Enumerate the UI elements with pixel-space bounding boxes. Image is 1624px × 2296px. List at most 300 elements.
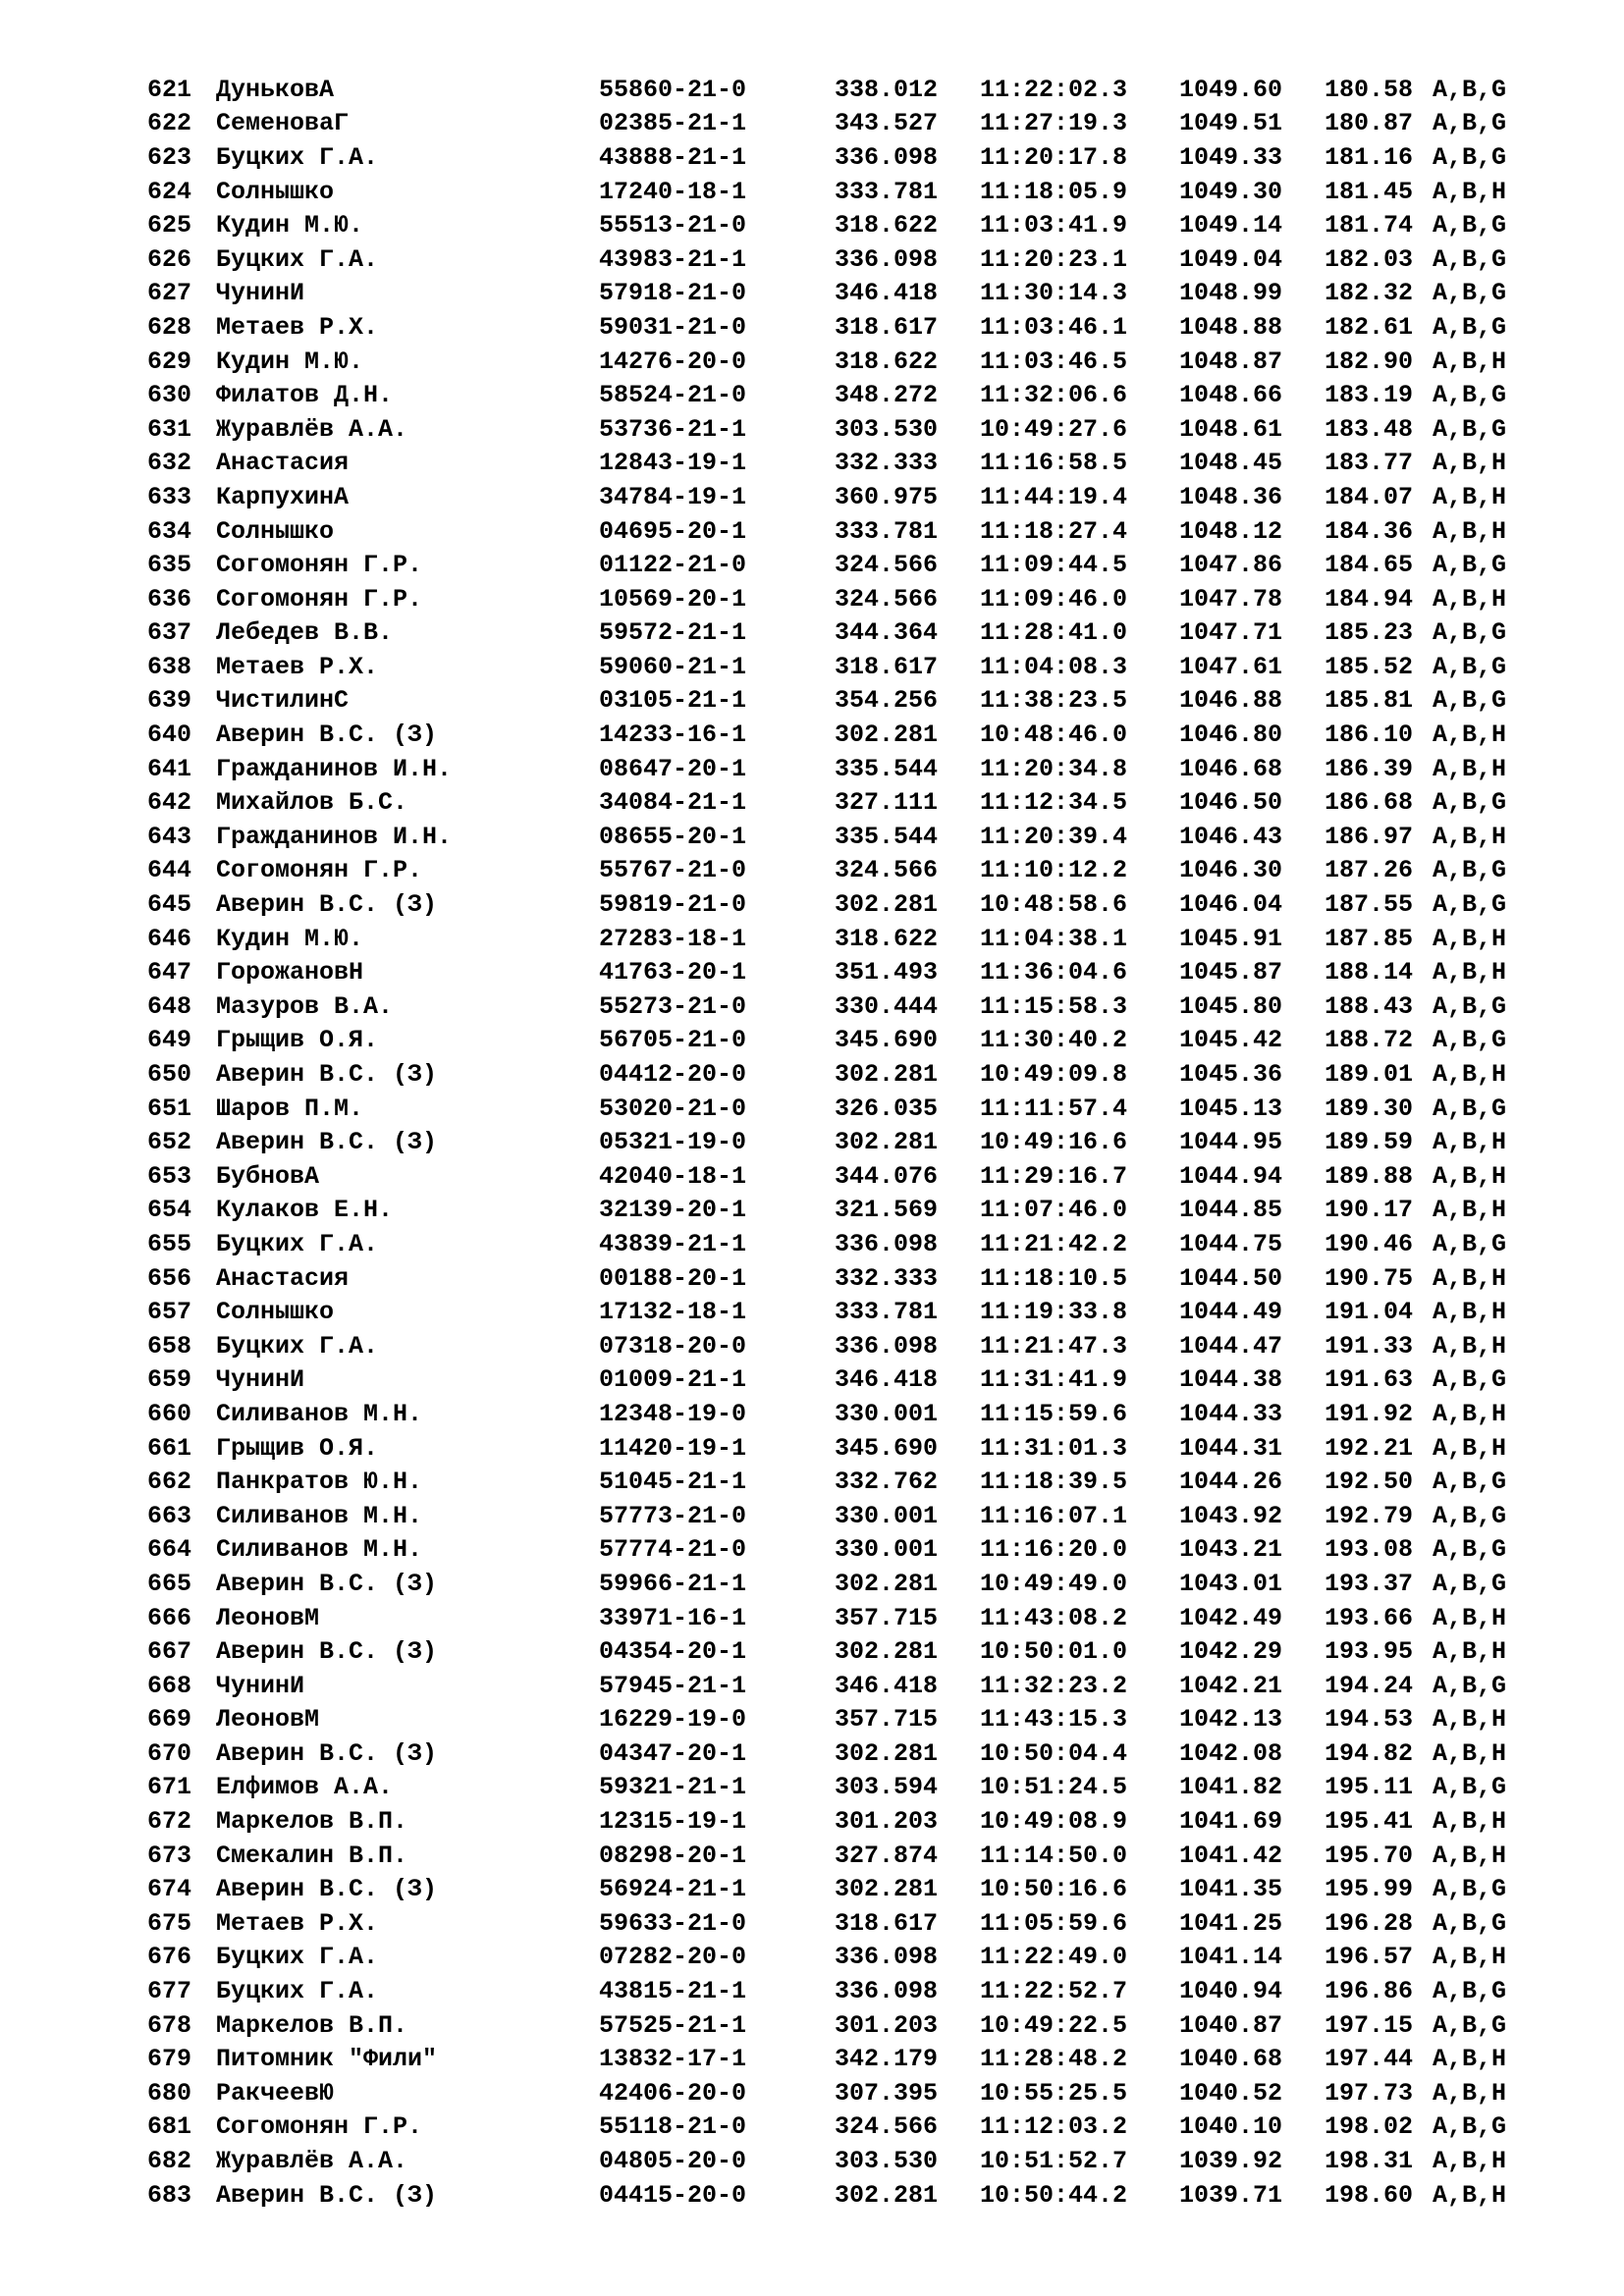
groups: A,B,H [1433, 1738, 1507, 1768]
groups: A,B,G [1433, 414, 1507, 444]
speed: 1048.45 [1179, 449, 1283, 478]
arrival-time: 11:18:10.5 [980, 1263, 1128, 1293]
owner-name: Аверин В.С. (З) [216, 1128, 438, 1157]
coefficient: 188.43 [1325, 991, 1414, 1021]
speed: 1044.38 [1179, 1365, 1283, 1395]
coefficient: 189.01 [1325, 1060, 1414, 1090]
owner-name: Аверин В.С. (З) [216, 1875, 438, 1904]
owner-name: Аверин В.С. (З) [216, 721, 438, 750]
ring-number: 42040-18-1 [599, 1161, 747, 1191]
arrival-time: 11:16:20.0 [980, 1535, 1128, 1565]
ring-number: 04354-20-1 [599, 1637, 747, 1667]
coefficient: 180.87 [1325, 109, 1414, 138]
distance: 318.622 [835, 211, 939, 240]
arrival-time: 11:21:42.2 [980, 1229, 1128, 1258]
speed: 1041.69 [1179, 1807, 1283, 1837]
arrival-time: 11:15:59.6 [980, 1399, 1128, 1428]
groups: A,B,H [1433, 482, 1507, 511]
distance: 346.418 [835, 1365, 939, 1395]
distance: 336.098 [835, 1943, 939, 1972]
ring-number: 57774-21-0 [599, 1535, 747, 1565]
row-number: 626 [147, 244, 192, 274]
groups: A,B,G [1433, 2112, 1507, 2142]
speed: 1043.21 [1179, 1535, 1283, 1565]
row-number: 660 [147, 1399, 192, 1428]
distance: 302.281 [835, 2180, 939, 2210]
speed: 1049.51 [1179, 109, 1283, 138]
groups: A,B,G [1433, 1569, 1507, 1598]
arrival-time: 10:49:27.6 [980, 414, 1128, 444]
distance: 335.544 [835, 754, 939, 783]
speed: 1049.60 [1179, 75, 1283, 104]
groups: A,B,G [1433, 1671, 1507, 1700]
table-row [147, 2178, 1550, 2213]
row-number: 678 [147, 2010, 192, 2040]
table-row [147, 1092, 1550, 1126]
groups: A,B,G [1433, 652, 1507, 681]
distance: 302.281 [835, 1569, 939, 1598]
speed: 1043.01 [1179, 1569, 1283, 1598]
coefficient: 186.39 [1325, 754, 1414, 783]
coefficient: 192.21 [1325, 1433, 1414, 1463]
owner-name: Буцких Г.А. [216, 244, 379, 274]
row-number: 663 [147, 1501, 192, 1530]
coefficient: 195.70 [1325, 1841, 1414, 1870]
table-row [147, 2110, 1550, 2145]
speed: 1042.08 [1179, 1738, 1283, 1768]
ring-number: 55118-21-0 [599, 2112, 747, 2142]
owner-name: ЧунинИ [216, 279, 305, 308]
owner-name: Аверин В.С. (З) [216, 1637, 438, 1667]
distance: 302.281 [835, 890, 939, 920]
distance: 336.098 [835, 1331, 939, 1361]
coefficient: 185.23 [1325, 618, 1414, 648]
owner-name: Елфимов А.А. [216, 1773, 394, 1802]
groups: A,B,G [1433, 551, 1507, 580]
ring-number: 04805-20-0 [599, 2147, 747, 2176]
coefficient: 191.63 [1325, 1365, 1414, 1395]
table-row [147, 175, 1550, 209]
distance: 360.975 [835, 482, 939, 511]
row-number: 629 [147, 347, 192, 376]
arrival-time: 11:10:12.2 [980, 856, 1128, 885]
speed: 1048.12 [1179, 516, 1283, 546]
owner-name: Филатов Д.Н. [216, 381, 394, 410]
ring-number: 02385-21-1 [599, 109, 747, 138]
coefficient: 190.75 [1325, 1263, 1414, 1293]
distance: 344.364 [835, 618, 939, 648]
owner-name: Буцких Г.А. [216, 142, 379, 172]
coefficient: 197.44 [1325, 2045, 1414, 2074]
groups: A,B,G [1433, 1229, 1507, 1258]
table-row [147, 1634, 1550, 1669]
table-row [147, 2008, 1550, 2043]
coefficient: 194.24 [1325, 1671, 1414, 1700]
arrival-time: 11:22:52.7 [980, 1977, 1128, 2006]
coefficient: 191.92 [1325, 1399, 1414, 1428]
arrival-time: 11:11:57.4 [980, 1094, 1128, 1123]
arrival-time: 11:30:40.2 [980, 1026, 1128, 1055]
table-row [147, 1159, 1550, 1194]
speed: 1040.10 [1179, 2112, 1283, 2142]
distance: 324.566 [835, 856, 939, 885]
row-number: 636 [147, 584, 192, 614]
ring-number: 12315-19-1 [599, 1807, 747, 1837]
table-row [147, 1194, 1550, 1228]
arrival-time: 11:03:46.1 [980, 312, 1128, 342]
ring-number: 51045-21-1 [599, 1468, 747, 1497]
groups: A,B,G [1433, 1468, 1507, 1497]
arrival-time: 10:49:16.6 [980, 1128, 1128, 1157]
table-row [147, 310, 1550, 345]
arrival-time: 10:50:04.4 [980, 1738, 1128, 1768]
distance: 324.566 [835, 2112, 939, 2142]
owner-name: Лебедев В.В. [216, 618, 394, 648]
coefficient: 181.16 [1325, 142, 1414, 172]
owner-name: Питомник "Фили" [216, 2045, 438, 2074]
speed: 1041.35 [1179, 1875, 1283, 1904]
arrival-time: 11:20:17.8 [980, 142, 1128, 172]
groups: A,B,G [1433, 686, 1507, 716]
coefficient: 182.03 [1325, 244, 1414, 274]
row-number: 676 [147, 1943, 192, 1972]
groups: A,B,H [1433, 2045, 1507, 2074]
table-row [147, 1703, 1550, 1737]
table-row [147, 1024, 1550, 1058]
speed: 1049.33 [1179, 142, 1283, 172]
arrival-time: 10:50:01.0 [980, 1637, 1128, 1667]
row-number: 671 [147, 1773, 192, 1802]
owner-name: Силиванов М.Н. [216, 1535, 423, 1565]
distance: 357.715 [835, 1603, 939, 1632]
owner-name: Согомонян Г.Р. [216, 856, 423, 885]
row-number: 628 [147, 312, 192, 342]
arrival-time: 11:12:34.5 [980, 788, 1128, 818]
table-row [147, 650, 1550, 684]
speed: 1041.14 [1179, 1943, 1283, 1972]
row-number: 643 [147, 822, 192, 851]
ring-number: 14276-20-0 [599, 347, 747, 376]
coefficient: 180.58 [1325, 75, 1414, 104]
coefficient: 191.04 [1325, 1298, 1414, 1327]
groups: A,B,H [1433, 1298, 1507, 1327]
speed: 1040.94 [1179, 1977, 1283, 2006]
row-number: 633 [147, 482, 192, 511]
owner-name: Буцких Г.А. [216, 1943, 379, 1972]
coefficient: 196.57 [1325, 1943, 1414, 1972]
owner-name: Анастасия [216, 449, 350, 478]
distance: 351.493 [835, 958, 939, 988]
speed: 1044.49 [1179, 1298, 1283, 1327]
ring-number: 42406-20-0 [599, 2078, 747, 2108]
table-row [147, 1329, 1550, 1363]
arrival-time: 11:30:14.3 [980, 279, 1128, 308]
ring-number: 43839-21-1 [599, 1229, 747, 1258]
speed: 1048.88 [1179, 312, 1283, 342]
owner-name: Гражданинов И.Н. [216, 754, 453, 783]
groups: A,B,H [1433, 1807, 1507, 1837]
arrival-time: 11:04:08.3 [980, 652, 1128, 681]
groups: A,B,G [1433, 1875, 1507, 1904]
coefficient: 198.60 [1325, 2180, 1414, 2210]
table-row [147, 582, 1550, 616]
ring-number: 43888-21-1 [599, 142, 747, 172]
speed: 1039.92 [1179, 2147, 1283, 2176]
coefficient: 182.61 [1325, 312, 1414, 342]
row-number: 665 [147, 1569, 192, 1598]
ring-number: 11420-19-1 [599, 1433, 747, 1463]
table-row [147, 2042, 1550, 2076]
speed: 1047.86 [1179, 551, 1283, 580]
distance: 302.281 [835, 1128, 939, 1157]
coefficient: 193.95 [1325, 1637, 1414, 1667]
table-row [147, 989, 1550, 1024]
groups: A,B,H [1433, 754, 1507, 783]
distance: 345.690 [835, 1433, 939, 1463]
row-number: 653 [147, 1161, 192, 1191]
distance: 327.111 [835, 788, 939, 818]
groups: A,B,H [1433, 1943, 1507, 1972]
arrival-time: 10:49:08.9 [980, 1807, 1128, 1837]
row-number: 666 [147, 1603, 192, 1632]
speed: 1047.78 [1179, 584, 1283, 614]
row-number: 675 [147, 1908, 192, 1938]
arrival-time: 11:36:04.6 [980, 958, 1128, 988]
table-row [147, 345, 1550, 379]
coefficient: 184.36 [1325, 516, 1414, 546]
distance: 324.566 [835, 584, 939, 614]
groups: A,B,H [1433, 347, 1507, 376]
table-row [147, 1736, 1550, 1771]
arrival-time: 11:18:39.5 [980, 1468, 1128, 1497]
arrival-time: 11:09:44.5 [980, 551, 1128, 580]
coefficient: 195.99 [1325, 1875, 1414, 1904]
ring-number: 05321-19-0 [599, 1128, 747, 1157]
arrival-time: 11:38:23.5 [980, 686, 1128, 716]
groups: A,B,H [1433, 1331, 1507, 1361]
groups: A,B,G [1433, 618, 1507, 648]
coefficient: 196.86 [1325, 1977, 1414, 2006]
ring-number: 56924-21-1 [599, 1875, 747, 1904]
row-number: 673 [147, 1841, 192, 1870]
owner-name: Маркелов В.П. [216, 1807, 408, 1837]
speed: 1045.13 [1179, 1094, 1283, 1123]
table-row [147, 1601, 1550, 1635]
speed: 1040.87 [1179, 2010, 1283, 2040]
owner-name: Аверин В.С. (З) [216, 1060, 438, 1090]
groups: A,B,G [1433, 1026, 1507, 1055]
groups: A,B,G [1433, 211, 1507, 240]
ring-number: 59060-21-1 [599, 652, 747, 681]
arrival-time: 11:05:59.6 [980, 1908, 1128, 1938]
owner-name: Метаев Р.Х. [216, 652, 379, 681]
ring-number: 17132-18-1 [599, 1298, 747, 1327]
arrival-time: 11:03:46.5 [980, 347, 1128, 376]
owner-name: КарпухинА [216, 482, 350, 511]
arrival-time: 10:49:22.5 [980, 2010, 1128, 2040]
table-row [147, 718, 1550, 752]
groups: A,B,H [1433, 822, 1507, 851]
table-row [147, 1839, 1550, 1873]
table-row [147, 1499, 1550, 1533]
distance: 326.035 [835, 1094, 939, 1123]
groups: A,B,G [1433, 1773, 1507, 1802]
distance: 336.098 [835, 1229, 939, 1258]
table-row [147, 820, 1550, 854]
distance: 330.001 [835, 1399, 939, 1428]
coefficient: 184.94 [1325, 584, 1414, 614]
row-number: 635 [147, 551, 192, 580]
table-row [147, 1941, 1550, 1975]
speed: 1048.36 [1179, 482, 1283, 511]
ring-number: 59321-21-1 [599, 1773, 747, 1802]
distance: 332.333 [835, 449, 939, 478]
groups: A,B,G [1433, 1094, 1507, 1123]
arrival-time: 11:09:46.0 [980, 584, 1128, 614]
coefficient: 189.30 [1325, 1094, 1414, 1123]
speed: 1040.52 [1179, 2078, 1283, 2108]
coefficient: 182.90 [1325, 347, 1414, 376]
row-number: 661 [147, 1433, 192, 1463]
ring-number: 34084-21-1 [599, 788, 747, 818]
owner-name: Солнышко [216, 516, 335, 546]
row-number: 682 [147, 2147, 192, 2176]
table-row [147, 1465, 1550, 1499]
row-number: 638 [147, 652, 192, 681]
speed: 1045.42 [1179, 1026, 1283, 1055]
ring-number: 16229-19-0 [599, 1705, 747, 1735]
coefficient: 194.53 [1325, 1705, 1414, 1735]
speed: 1046.80 [1179, 721, 1283, 750]
distance: 346.418 [835, 1671, 939, 1700]
owner-name: Журавлёв А.А. [216, 2147, 408, 2176]
speed: 1039.71 [1179, 2180, 1283, 2210]
table-row [147, 1363, 1550, 1398]
groups: A,B,H [1433, 1603, 1507, 1632]
coefficient: 192.79 [1325, 1501, 1414, 1530]
owner-name: Михайлов Б.С. [216, 788, 408, 818]
ring-number: 58524-21-0 [599, 381, 747, 410]
ring-number: 04412-20-0 [599, 1060, 747, 1090]
groups: A,B,H [1433, 516, 1507, 546]
coefficient: 192.50 [1325, 1468, 1414, 1497]
row-number: 631 [147, 414, 192, 444]
ring-number: 04695-20-1 [599, 516, 747, 546]
arrival-time: 11:28:41.0 [980, 618, 1128, 648]
speed: 1044.95 [1179, 1128, 1283, 1157]
table-row [147, 785, 1550, 820]
table-row [147, 1295, 1550, 1329]
coefficient: 193.08 [1325, 1535, 1414, 1565]
arrival-time: 10:48:58.6 [980, 890, 1128, 920]
speed: 1041.42 [1179, 1841, 1283, 1870]
coefficient: 185.52 [1325, 652, 1414, 681]
distance: 303.530 [835, 414, 939, 444]
groups: A,B,G [1433, 890, 1507, 920]
ring-number: 01122-21-0 [599, 551, 747, 580]
table-row [147, 1974, 1550, 2008]
ring-number: 08298-20-1 [599, 1841, 747, 1870]
owner-name: Согомонян Г.Р. [216, 2112, 423, 2142]
groups: A,B,H [1433, 1399, 1507, 1428]
row-number: 659 [147, 1365, 192, 1395]
table-row [147, 1057, 1550, 1092]
row-number: 645 [147, 890, 192, 920]
distance: 336.098 [835, 142, 939, 172]
table-row [147, 1431, 1550, 1466]
owner-name: Метаев Р.Х. [216, 1908, 379, 1938]
distance: 330.001 [835, 1535, 939, 1565]
row-number: 648 [147, 991, 192, 1021]
table-row [147, 1261, 1550, 1296]
speed: 1049.30 [1179, 177, 1283, 206]
owner-name: Аверин В.С. (З) [216, 2180, 438, 2210]
coefficient: 181.45 [1325, 177, 1414, 206]
distance: 318.617 [835, 312, 939, 342]
speed: 1042.21 [1179, 1671, 1283, 1700]
groups: A,B,G [1433, 2010, 1507, 2040]
speed: 1044.50 [1179, 1263, 1283, 1293]
speed: 1041.25 [1179, 1908, 1283, 1938]
owner-name: Солнышко [216, 177, 335, 206]
ring-number: 03105-21-1 [599, 686, 747, 716]
coefficient: 186.10 [1325, 721, 1414, 750]
table-row [147, 242, 1550, 277]
coefficient: 186.68 [1325, 788, 1414, 818]
groups: A,B,H [1433, 1060, 1507, 1090]
groups: A,B,G [1433, 75, 1507, 104]
groups: A,B,G [1433, 856, 1507, 885]
row-number: 683 [147, 2180, 192, 2210]
owner-name: БубновА [216, 1161, 320, 1191]
ring-number: 55513-21-0 [599, 211, 747, 240]
ring-number: 43815-21-1 [599, 1977, 747, 2006]
table-row [147, 955, 1550, 989]
ring-number: 04347-20-1 [599, 1738, 747, 1768]
table-row [147, 752, 1550, 786]
distance: 333.781 [835, 516, 939, 546]
speed: 1048.99 [1179, 279, 1283, 308]
owner-name: ЧунинИ [216, 1671, 305, 1700]
ring-number: 08655-20-1 [599, 822, 747, 851]
arrival-time: 11:20:34.8 [980, 754, 1128, 783]
groups: A,B,H [1433, 2078, 1507, 2108]
distance: 303.594 [835, 1773, 939, 1802]
table-row [147, 514, 1550, 549]
row-number: 668 [147, 1671, 192, 1700]
owner-name: Кудин М.Ю. [216, 211, 364, 240]
distance: 327.874 [835, 1841, 939, 1870]
groups: A,B,H [1433, 1196, 1507, 1225]
coefficient: 182.32 [1325, 279, 1414, 308]
speed: 1044.26 [1179, 1468, 1283, 1497]
coefficient: 186.97 [1325, 822, 1414, 851]
arrival-time: 11:43:08.2 [980, 1603, 1128, 1632]
coefficient: 187.26 [1325, 856, 1414, 885]
owner-name: Журавлёв А.А. [216, 414, 408, 444]
groups: A,B,H [1433, 1128, 1507, 1157]
owner-name: Кудин М.Ю. [216, 924, 364, 953]
table-row [147, 1397, 1550, 1431]
distance: 302.281 [835, 1637, 939, 1667]
row-number: 670 [147, 1738, 192, 1768]
table-row [147, 73, 1550, 107]
row-number: 658 [147, 1331, 192, 1361]
row-number: 679 [147, 2045, 192, 2074]
coefficient: 183.19 [1325, 381, 1414, 410]
speed: 1044.85 [1179, 1196, 1283, 1225]
groups: A,B,G [1433, 991, 1507, 1021]
